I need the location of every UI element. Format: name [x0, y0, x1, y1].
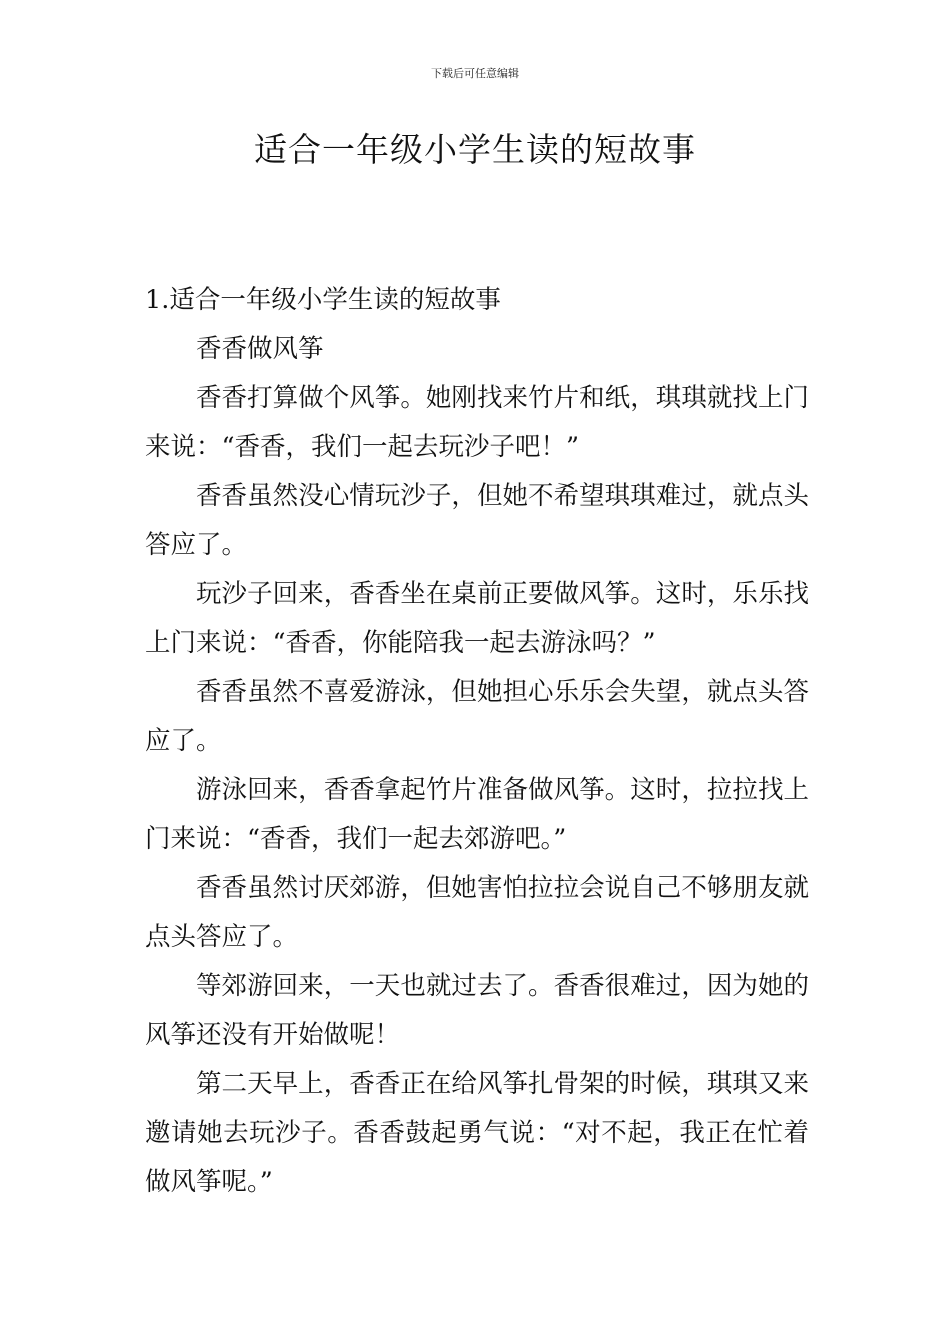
section-heading: 1.适合一年级小学生读的短故事	[145, 285, 501, 315]
story-title: 香香做风筝	[196, 334, 324, 364]
paragraph: 游泳回来，香香拿起竹片准备做风筝。这时，拉拉找上门来说：“香香，我们一起去郊游吧。”	[145, 775, 809, 854]
document-body	[145, 276, 809, 1207]
paragraph: 香香虽然没心情玩沙子，但她不希望琪琪难过，就点头答应了。	[145, 481, 809, 560]
paragraph: 第二天早上，香香正在给风筝扎骨架的时候，琪琪又来邀请她去玩沙子。香香鼓起勇气说：“对不起，我正在忙着做风筝呢。”	[145, 1069, 809, 1197]
paragraph: 香香虽然不喜爱游泳，但她担心乐乐会失望，就点头答应了。	[145, 677, 809, 756]
header-note: 下载后可任意编辑	[431, 67, 519, 80]
document-title: 适合一年级小学生读的短故事	[254, 130, 696, 169]
paragraph: 等郊游回来，一天也就过去了。香香很难过，因为她的风筝还没有开始做呢！	[145, 971, 809, 1050]
paragraph: 香香打算做个风筝。她刚找来竹片和纸，琪琪就找上门来说：“香香，我们一起去玩沙子吧！”	[145, 383, 809, 462]
paragraph: 香香虽然讨厌郊游，但她害怕拉拉会说自己不够朋友就点头答应了。	[145, 873, 809, 952]
paragraph: 玩沙子回来，香香坐在桌前正要做风筝。这时，乐乐找上门来说：“香香，你能陪我一起去游泳吗？”	[145, 579, 809, 658]
